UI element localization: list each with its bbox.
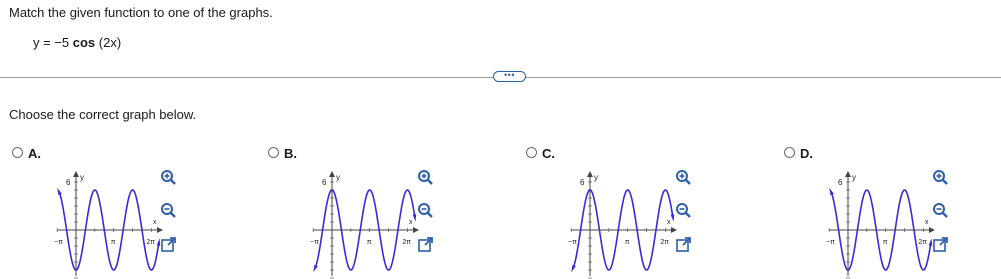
graph-c (567, 168, 679, 279)
option-a-label: A. (28, 146, 41, 161)
x-axis-label: x (667, 219, 671, 226)
x-axis-label: x (925, 219, 929, 226)
option-b-label: B. (284, 146, 297, 161)
question-instruction: Match the given function to one of the graphs. (9, 5, 273, 20)
option-c-label: C. (542, 146, 555, 161)
two-pi-label: 2π (918, 239, 928, 246)
neg-pi-label: −π (310, 239, 319, 246)
popout-icon[interactable] (417, 236, 434, 253)
popout-icon[interactable] (675, 236, 692, 253)
neg-pi-label: −π (826, 239, 835, 246)
pi-label: π (366, 239, 372, 246)
zoom-in-icon[interactable] (675, 169, 692, 186)
y-axis-arrow (73, 171, 79, 177)
formula-fn: cos (72, 35, 96, 50)
x-axis-arrow (157, 227, 163, 233)
x-axis-arrow (671, 227, 677, 233)
formula-arg: (2x) (98, 35, 122, 50)
y-tick-label: 6 (322, 178, 327, 187)
function-formula (33, 35, 121, 50)
two-pi-label: 2π (146, 239, 156, 246)
y-tick-label: 6 (580, 178, 585, 187)
x-axis-arrow (413, 227, 419, 233)
zoom-out-icon[interactable] (675, 202, 692, 219)
radio-d[interactable] (784, 147, 795, 158)
curve-arrow (571, 265, 576, 273)
pi-label: π (882, 239, 888, 246)
pi-label: π (110, 239, 116, 246)
graph-b (309, 168, 421, 279)
option-d-label: D. (800, 146, 813, 161)
curve-arrow (313, 265, 318, 273)
curve-arrow (413, 214, 417, 222)
y-axis-arrow (329, 171, 335, 177)
zoom-out-icon[interactable] (160, 202, 177, 219)
x-axis-label: x (409, 219, 413, 226)
x-axis-arrow (929, 227, 935, 233)
y-axis-label: y (852, 173, 856, 182)
more-options-button[interactable]: ••• (493, 71, 526, 82)
y-axis-arrow (587, 171, 593, 177)
y-axis-label: y (594, 173, 598, 182)
y-tick-label: 6 (66, 178, 71, 187)
pi-label: π (624, 239, 630, 246)
y-tick-label: 6 (838, 178, 843, 187)
choose-prompt: Choose the correct graph below. (9, 107, 197, 122)
zoom-in-icon[interactable] (417, 169, 434, 186)
x-axis-label: x (153, 219, 157, 226)
zoom-in-icon[interactable] (160, 169, 177, 186)
y-axis-label: y (80, 173, 84, 182)
two-pi-label: 2π (660, 239, 670, 246)
y-axis-label: y (336, 173, 340, 182)
radio-c[interactable] (526, 147, 537, 158)
formula-prefix: y = −5 (33, 35, 70, 50)
curve-arrow (671, 214, 675, 222)
zoom-out-icon[interactable] (417, 202, 434, 219)
curve-arrow (57, 188, 62, 196)
neg-pi-label: −π (54, 239, 63, 246)
two-pi-label: 2π (402, 239, 412, 246)
zoom-out-icon[interactable] (932, 202, 949, 219)
radio-a[interactable] (12, 147, 23, 158)
curve-arrow (829, 188, 834, 196)
zoom-in-icon[interactable] (932, 169, 949, 186)
graph-a (53, 168, 165, 279)
neg-pi-label: −π (568, 239, 577, 246)
graph-d (825, 168, 937, 279)
popout-icon[interactable] (932, 236, 949, 253)
radio-b[interactable] (268, 147, 279, 158)
popout-icon[interactable] (160, 236, 177, 253)
y-axis-arrow (845, 171, 851, 177)
